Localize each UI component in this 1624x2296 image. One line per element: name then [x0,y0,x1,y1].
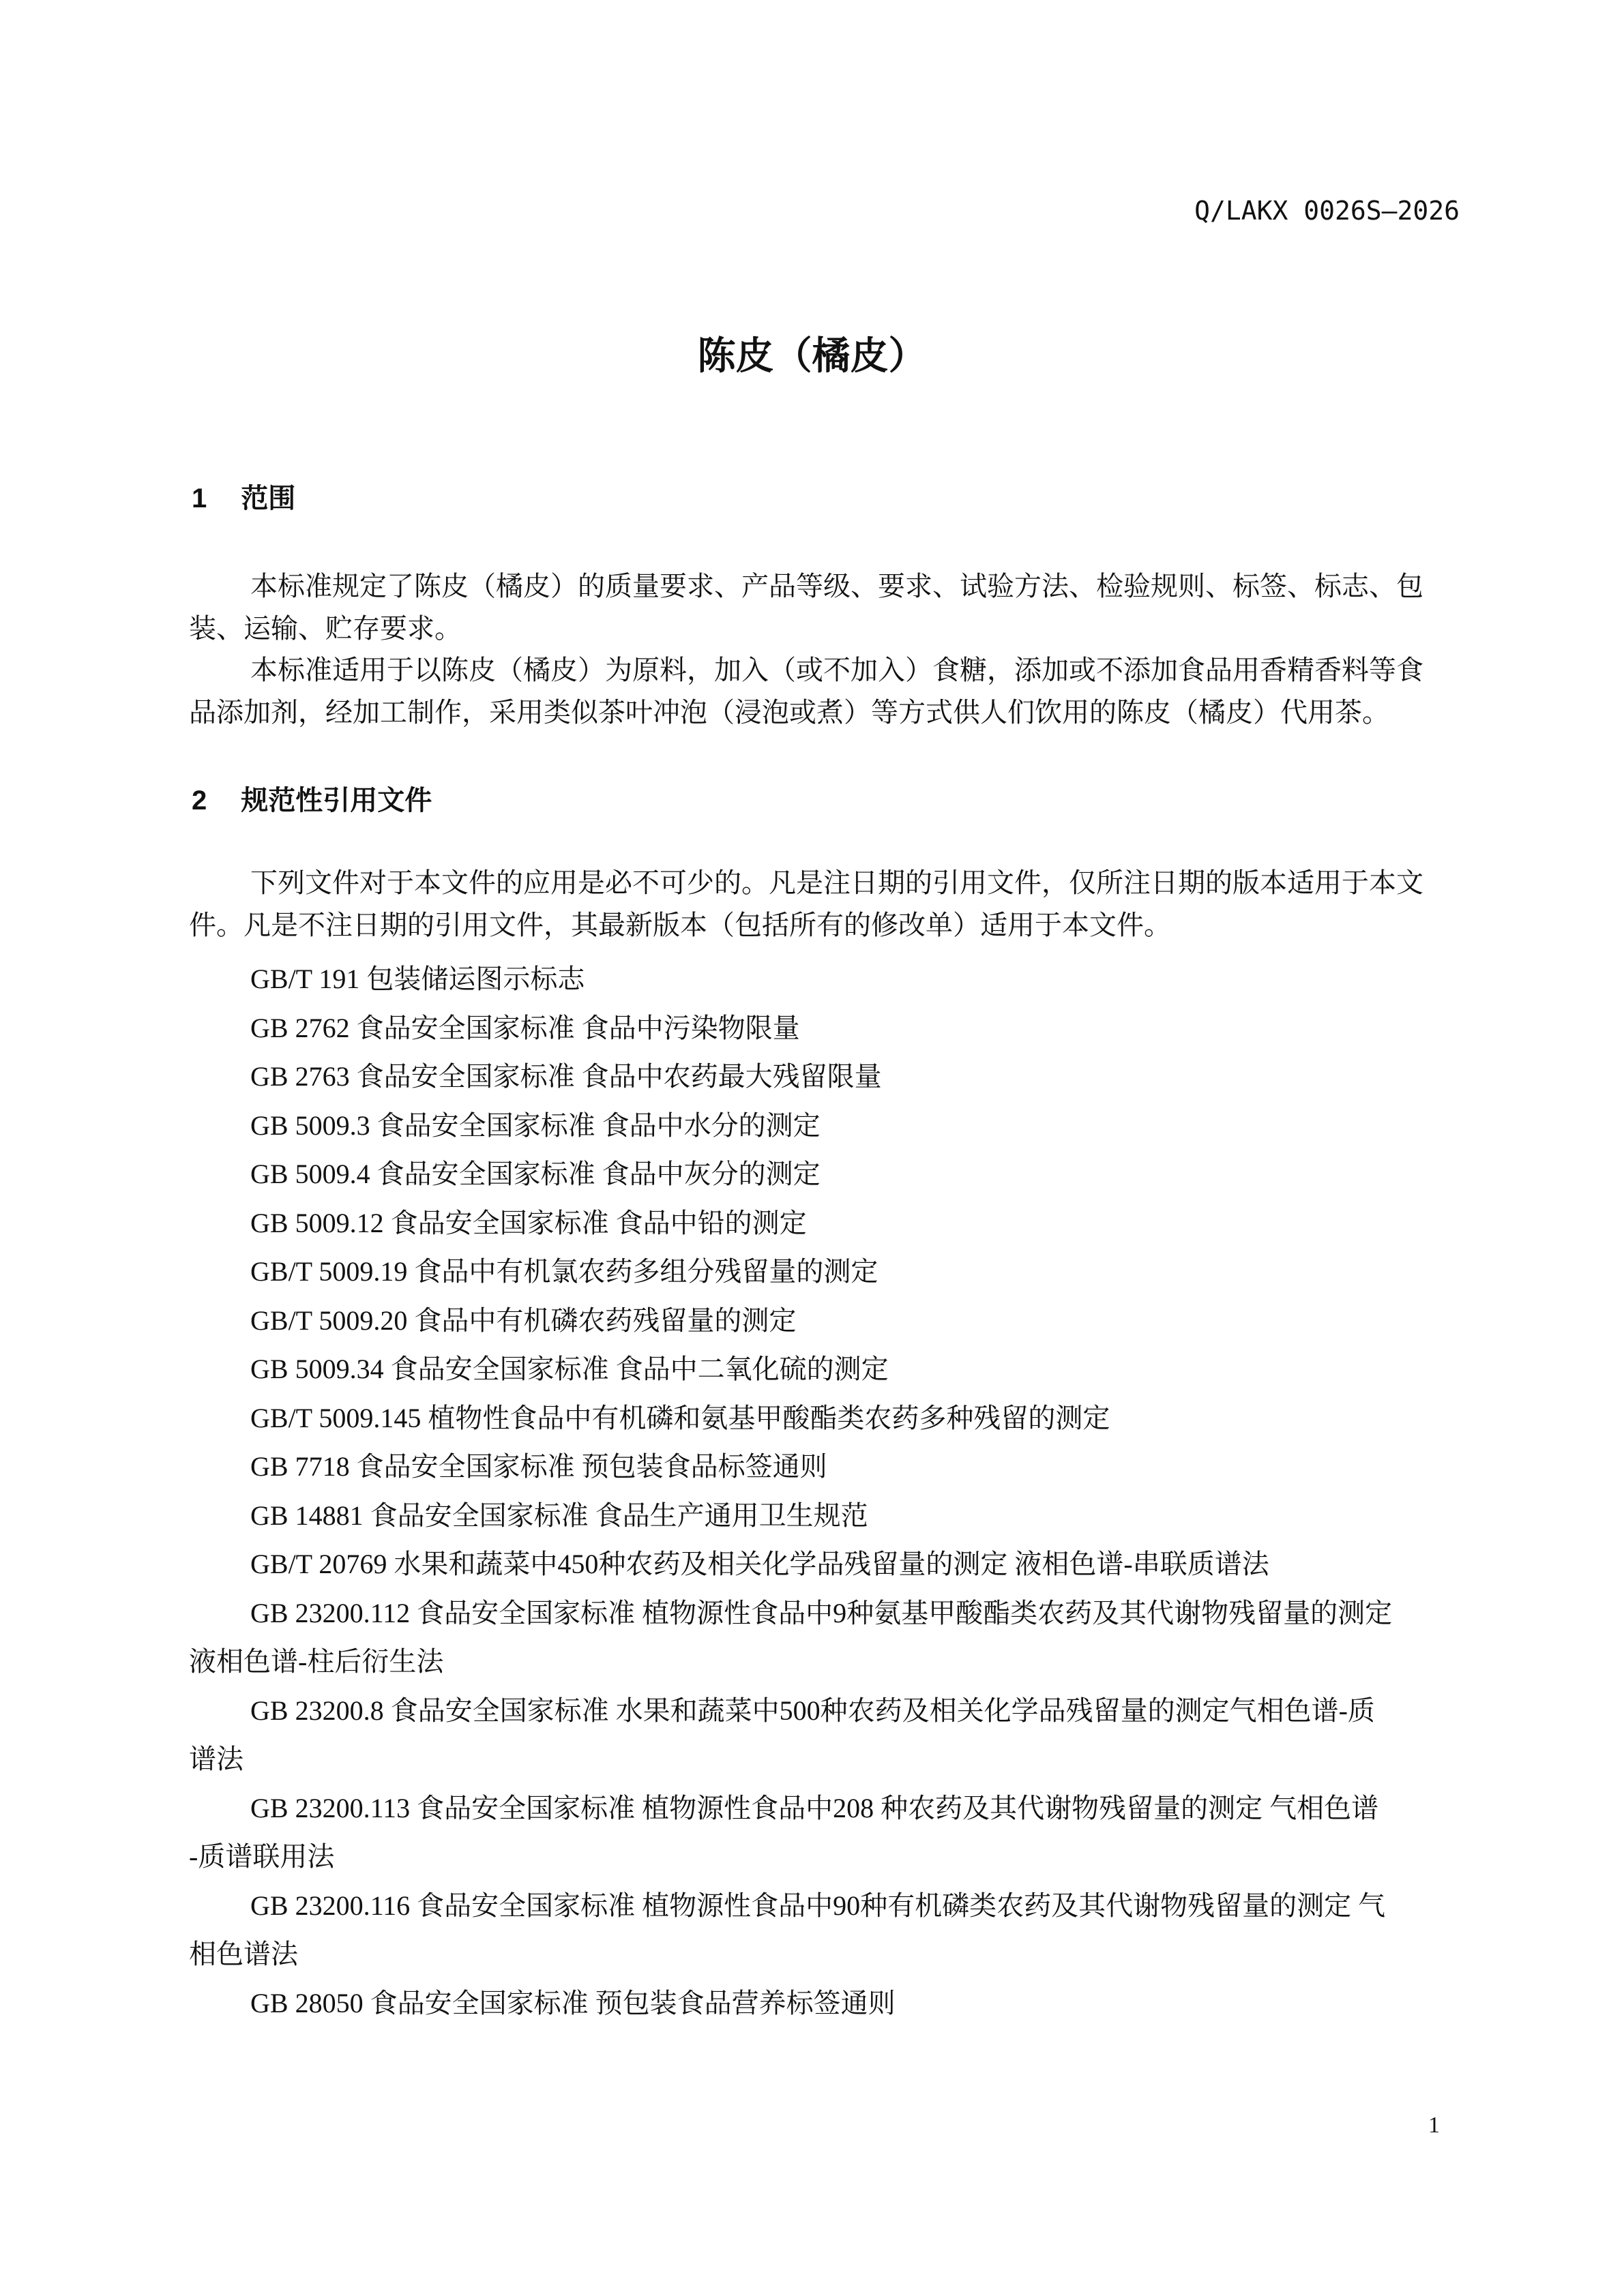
section-2-heading [192,784,432,817]
paragraph-line: 件。凡是不注日期的引用文件，其最新版本（包括所有的修改单）适用于本文件。 [189,910,1171,940]
standard-code-header: Q/LAKX 0026S—2026 [1194,196,1460,226]
reference-line: GB 28050 食品安全国家标准 预包装食品营养标签通则 [250,1987,896,2018]
paragraph-line: 装、运输、贮存要求。 [189,613,462,644]
reference-line: 谱法 [189,1744,243,1774]
reference-line: GB 7718 食品安全国家标准 预包装食品标签通则 [250,1451,827,1482]
reference-line: GB 23200.8 食品安全国家标准 水果和蔬菜中500种农药及相关化学品残留量的测定气相色谱-质 [250,1695,1375,1726]
reference-line: 相色谱法 [189,1939,298,1969]
reference-line: GB/T 20769 水果和蔬菜中450种农药及相关化学品残留量的测定 液相色谱-串联质谱法 [250,1549,1269,1579]
reference-line: GB 2763 食品安全国家标准 食品中农药最大残留限量 [250,1061,882,1092]
references-list [189,955,1471,2027]
section-2-number: 2 [192,786,207,816]
reference-line: -质谱联用法 [189,1841,335,1872]
document-title: 陈皮（橘皮） [697,334,927,377]
reference-line: GB 5009.3 食品安全国家标准 食品中水分的测定 [250,1109,821,1141]
reference-line: GB 5009.12 食品安全国家标准 食品中铅的测定 [250,1207,807,1238]
paragraph-line: 下列文件对于本文件的应用是必不可少的。凡是注日期的引用文件，仅所注日期的版本适用于本文 [250,867,1423,898]
page-number: 1 [1428,2113,1440,2138]
reference-line: GB/T 5009.20 食品中有机磷农药残留量的测定 [250,1304,797,1336]
section-2-heading-text: 规范性引用文件 [241,786,432,816]
section-1-heading [192,482,295,515]
reference-line: GB 5009.34 食品安全国家标准 食品中二氧化硫的测定 [250,1354,889,1384]
reference-line: 液相色谱-柱后衍生法 [189,1646,444,1677]
scope-paragraph-1 [189,565,1471,650]
paragraph-line: 本标准规定了陈皮（橘皮）的质量要求、产品等级、要求、试验方法、检验规则、标签、标志、包 [250,571,1423,601]
reference-line: GB 23200.116 食品安全国家标准 植物源性食品中90种有机磷类农药及其代谢物残留量的测定 气 [250,1890,1386,1921]
reference-line: GB 14881 食品安全国家标准 食品生产通用卫生规范 [250,1500,868,1531]
reference-line: GB 2762 食品安全国家标准 食品中污染物限量 [250,1012,800,1043]
paragraph-line: 品添加剂，经加工制作，采用类似茶叶冲泡（浸泡或煮）等方式供人们饮用的陈皮（橘皮）代用茶。 [189,697,1389,728]
reference-line: GB 23200.113 食品安全国家标准 植物源性食品中208 种农药及其代谢物残留量的测定 气相色谱 [250,1792,1379,1823]
section-1-number: 1 [192,483,207,513]
section-1-heading-text: 范围 [241,483,296,513]
references-intro-paragraph [189,862,1471,946]
reference-line: GB 5009.4 食品安全国家标准 食品中灰分的测定 [250,1159,821,1189]
paragraph-line: 本标准适用于以陈皮（橘皮）为原料，加入（或不加入）食糖，添加或不添加食品用香精香料等食 [250,655,1423,685]
reference-line: GB/T 5009.145 植物性食品中有机磷和氨基甲酸酯类农药多种残留的测定 [250,1402,1110,1433]
reference-line: GB 23200.112 食品安全国家标准 植物源性食品中9种氨基甲酸酯类农药及其代谢物残留量的测定 [250,1597,1393,1628]
reference-line: GB/T 191 包装储运图示标志 [250,964,585,994]
reference-line: GB/T 5009.19 食品中有机氯农药多组分残留量的测定 [250,1256,879,1287]
scope-paragraph-2 [189,649,1471,734]
